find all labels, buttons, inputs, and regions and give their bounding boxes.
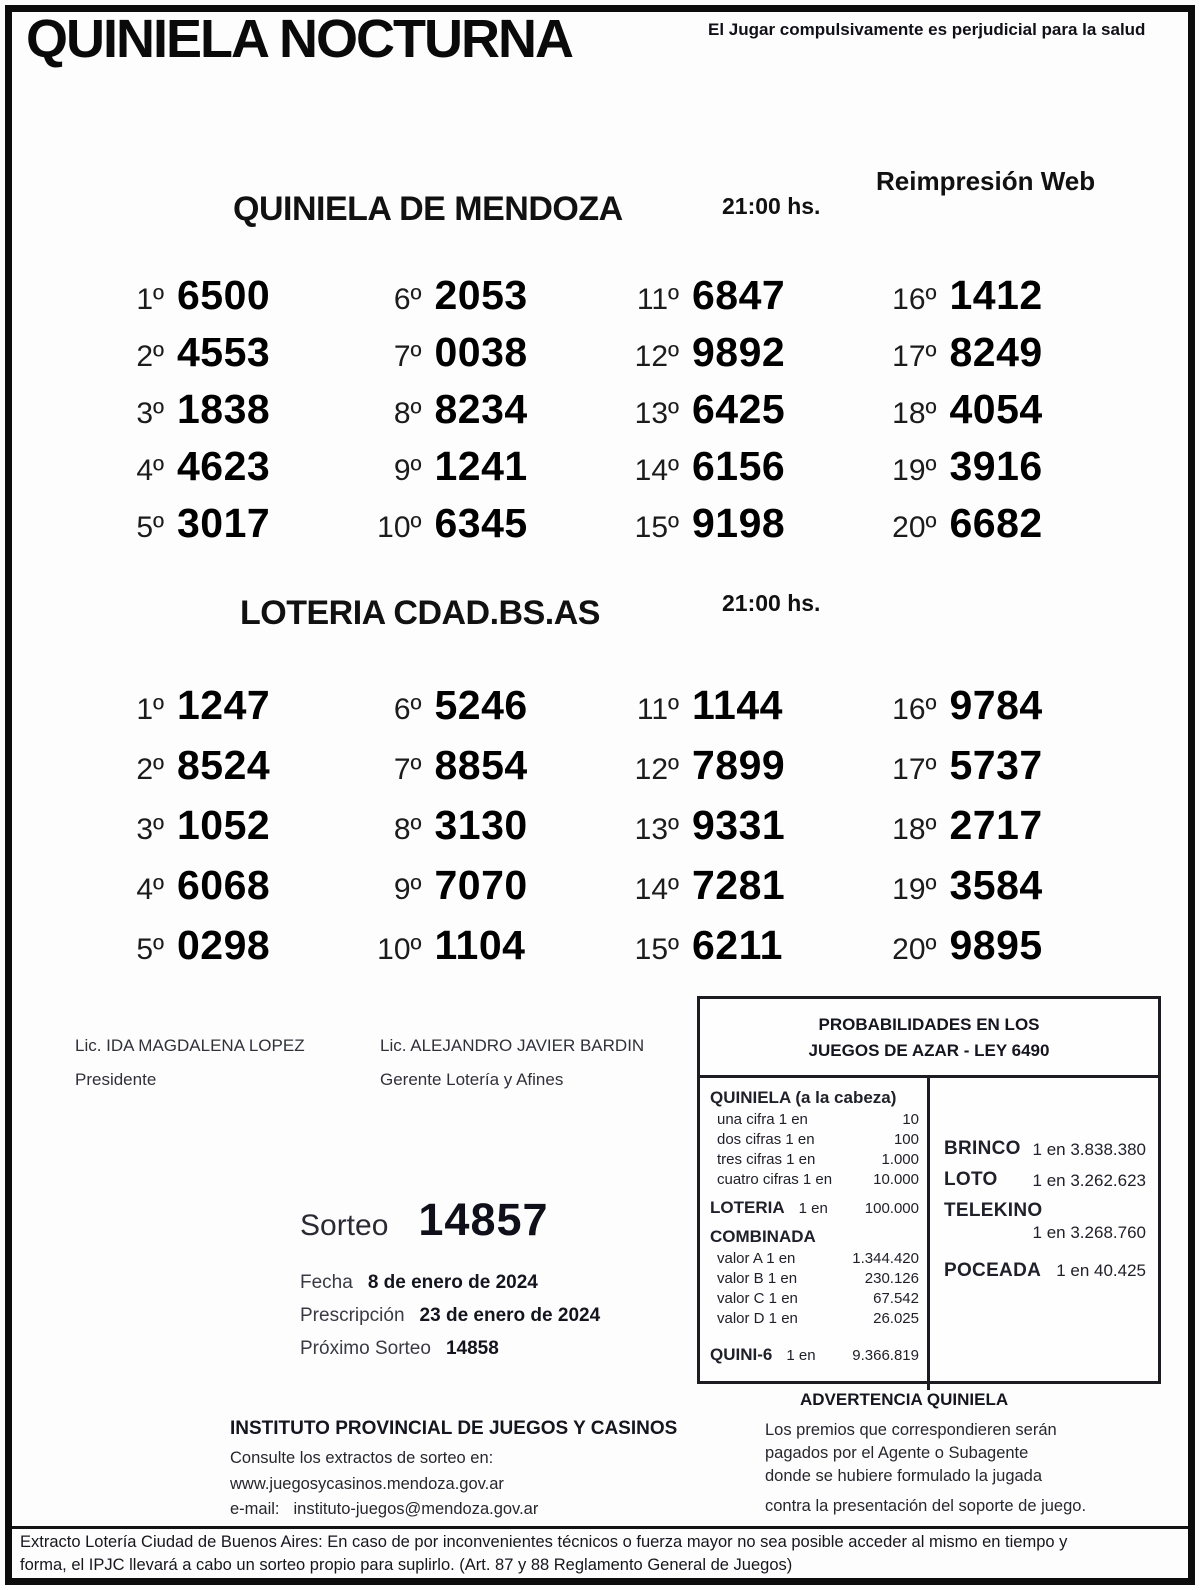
game-odds-poceada [944,1260,1146,1282]
result-cell [326,862,584,922]
result-number: 6345 [434,500,528,546]
result-number: 6500 [177,272,271,318]
draw-time-bsas: 21:00 hs. [722,590,821,616]
result-position: 5º [136,511,164,544]
result-number: 4623 [177,443,271,489]
result-cell [841,742,1099,802]
draw-info-row [300,1266,600,1299]
footer-line-1: Extracto Lotería Ciudad de Buenos Aires: En caso de por inconvenientes técnicos o fuerza mayor no sea posible acceder al mismo en tiempo y [20,1533,1068,1551]
result-position: 14º [634,873,679,906]
email-address: instituto-juegos@mendoza.gov.ar [293,1500,539,1518]
instituto-email-row [230,1497,677,1523]
result-number: 8524 [177,742,271,788]
quini6-odds-row [710,1343,919,1368]
result-number: 3130 [434,802,528,848]
result-position: 5º [136,933,164,966]
odds-label: valor C 1 en [717,1289,798,1307]
result-cell [583,500,841,557]
probabilities-title-line1: PROBABILIDADES EN LOS [818,1015,1040,1034]
draw-number-row [300,1194,549,1246]
result-cell [583,682,841,742]
result-position: 4º [136,454,164,487]
loteria-odds-value: 100.000 [864,1199,919,1217]
probabilities-title [700,999,1158,1078]
odds-label: tres cifras 1 en [717,1150,816,1168]
result-position: 15º [634,933,679,966]
result-cell [68,742,326,802]
result-number: 6682 [949,500,1043,546]
game-odds-value: 1 en 40.425 [1056,1260,1146,1280]
instituto-block [230,1418,677,1523]
result-number: 5246 [434,682,528,728]
result-position: 17º [892,753,937,786]
result-cell [326,443,584,500]
advertencia-line: contra la presentación del soporte de juego. [765,1497,1087,1515]
result-position: 9º [393,873,422,906]
result-number: 1052 [177,802,271,848]
advertencia-block [752,1390,1172,1518]
quiniela-odds-header: QUINIELA (a la cabeza) [710,1087,897,1107]
footer-line-2: forma, el IPJC llevará a cabo un sorteo propio para suplirlo. (Art. 87 y 88 Reglamento General de Juegos) [20,1556,793,1574]
result-number: 6425 [692,386,786,432]
result-number: 8234 [434,386,528,432]
loteria-odds-label: LOTERIA [710,1197,785,1217]
game-name: TELEKINO [944,1199,1043,1221]
quiniela-odds-row [710,1170,919,1190]
result-cell [326,500,584,557]
result-number: 9331 [692,802,786,848]
instituto-name: INSTITUTO PROVINCIAL DE JUEGOS Y CASINOS [230,1418,678,1439]
odds-value: 10 [902,1110,919,1128]
game-odds-value: 1 en 3.838.380 [1032,1139,1146,1159]
draw-title-bsas: LOTERIA CDAD.BS.AS [240,594,600,632]
draw-info-value: 23 de enero de 2024 [419,1305,601,1326]
result-position: 11º [636,283,679,316]
loteria-odds-mid: 1 en [798,1199,828,1217]
result-cell [68,802,326,862]
result-cell [583,922,841,982]
result-position: 10º [377,933,422,966]
odds-value: 26.025 [873,1309,919,1327]
result-cell [583,802,841,862]
result-cell [68,500,326,557]
footer-note [20,1531,1176,1577]
result-position: 8º [393,813,422,846]
result-number: 1104 [434,922,526,968]
odds-label: valor A 1 en [717,1249,796,1267]
draw-time-mendoza: 21:00 hs. [722,193,821,219]
result-cell [841,802,1099,862]
odds-value: 100 [893,1130,919,1148]
combinada-odds-row [710,1309,919,1329]
result-position: 2º [136,340,164,373]
result-number: 7281 [692,862,786,908]
result-number: 6156 [692,443,786,489]
game-odds-brinco [944,1138,1146,1160]
draw-number-label: Sorteo [300,1209,389,1242]
result-position: 14º [634,454,679,487]
probabilities-body [700,1078,1158,1390]
result-number: 8249 [949,329,1043,375]
result-position: 4º [136,873,164,906]
result-number: 1241 [434,443,528,489]
odds-value: 10.000 [873,1170,919,1188]
result-cell [841,386,1099,443]
result-position: 2º [136,753,164,786]
result-position: 16º [892,693,937,726]
combinada-odds-row [710,1269,919,1289]
result-cell [841,682,1099,742]
probabilities-box [697,996,1161,1384]
advertencia-line: Los premios que correspondieren serán [765,1421,1057,1439]
result-cell [68,443,326,500]
odds-value: 1.000 [881,1150,919,1168]
result-position: 13º [634,397,679,430]
result-number: 6068 [177,862,271,908]
result-position: 19º [892,454,937,487]
quiniela-odds-rows [710,1110,919,1190]
result-position: 3º [136,397,164,430]
draw-info-row [300,1299,600,1332]
draw-info-value: 8 de enero de 2024 [367,1272,538,1293]
odds-label: valor D 1 en [717,1309,798,1327]
probabilities-title-line2: JUEGOS DE AZAR - LEY 6490 [808,1041,1050,1061]
result-number: 1247 [177,682,271,728]
draw-info-fields [300,1266,600,1365]
quiniela-odds-row [710,1150,919,1170]
result-position: 8º [393,397,422,430]
result-cell [841,862,1099,922]
result-cell [326,922,584,982]
result-cell [841,443,1099,500]
combinada-odds-row [710,1289,919,1309]
result-cell [326,682,584,742]
health-warning: El Jugar compulsivamente es perjudicial para la salud [708,20,1146,39]
result-cell [841,272,1099,329]
result-position: 11º [636,693,679,726]
signature-role: Presidente [75,1070,157,1089]
result-number: 9892 [692,329,786,375]
result-number: 2053 [434,272,528,318]
result-position: 6º [393,283,422,316]
game-name: LOTO [944,1168,998,1190]
result-number: 9198 [692,500,786,546]
probabilities-left-column [700,1078,930,1390]
odds-label: valor B 1 en [717,1269,798,1287]
result-position: 15º [634,511,679,544]
result-cell [583,742,841,802]
game-odds-value: 1 en 3.268.760 [1032,1222,1146,1242]
game-name: BRINCO [944,1137,1021,1159]
result-position: 20º [892,511,937,544]
odds-value: 67.542 [873,1289,919,1307]
game-name: POCEADA [944,1259,1042,1281]
result-cell [326,386,584,443]
signature-name: Lic. ALEJANDRO JAVIER BARDIN [380,1036,645,1055]
advertencia-title: ADVERTENCIA QUINIELA [800,1390,1009,1409]
result-cell [326,272,584,329]
combinada-odds-row [710,1249,919,1269]
quini6-odds-mid: 1 en [786,1346,816,1364]
result-cell [583,329,841,386]
result-cell [68,272,326,329]
result-position: 7º [393,340,422,373]
quiniela-odds-row [710,1130,919,1150]
result-position: 6º [393,693,422,726]
quini6-odds-label: QUINI-6 [710,1344,773,1364]
result-number: 3584 [949,862,1043,908]
result-number: 5737 [949,742,1043,788]
result-number: 9895 [949,922,1043,968]
result-position: 16º [892,283,937,316]
result-number: 1144 [692,682,783,728]
result-cell [68,862,326,922]
quini6-odds-value: 9.366.819 [852,1346,919,1364]
result-number: 8854 [434,742,528,788]
result-position: 17º [892,340,937,373]
result-number: 9784 [949,682,1043,728]
result-cell [326,329,584,386]
result-cell [841,329,1099,386]
result-position: 1º [136,693,164,726]
email-label: e-mail: [230,1500,280,1518]
result-position: 12º [634,753,679,786]
result-position: 9º [393,454,422,487]
draw-info-row [300,1332,600,1365]
result-number: 1412 [949,272,1043,318]
result-cell [583,386,841,443]
result-number: 4553 [177,329,271,375]
draw-info-label: Fecha [300,1272,353,1293]
result-number: 0298 [177,922,271,968]
odds-value: 230.126 [864,1269,919,1287]
odds-label: cuatro cifras 1 en [717,1170,833,1188]
signature-president [75,1036,305,1090]
result-cell [841,500,1099,557]
probabilities-right-column [930,1078,1158,1390]
result-number: 7899 [692,742,786,788]
result-position: 12º [634,340,679,373]
result-cell [68,922,326,982]
result-number: 2717 [949,802,1043,848]
result-cell [326,742,584,802]
loteria-odds-row [710,1196,919,1221]
result-position: 19º [892,873,937,906]
result-number: 4054 [949,386,1043,432]
result-cell [68,386,326,443]
advertencia-line: pagados por el Agente o Subagente [765,1444,1029,1462]
game-odds-telekino [944,1200,1146,1244]
results-grid-bsas [68,682,1098,982]
result-position: 20º [892,933,937,966]
draw-info-label: Prescripción [300,1305,405,1326]
combinada-odds-rows [710,1249,919,1329]
odds-label: una cifra 1 en [717,1110,808,1128]
game-odds-value: 1 en 3.262.623 [1032,1170,1146,1190]
odds-value: 1.344.420 [852,1249,919,1267]
odds-label: dos cifras 1 en [717,1130,815,1148]
result-number: 1838 [177,386,271,432]
draw-info-value: 14858 [445,1338,499,1359]
signature-manager [380,1036,644,1090]
result-cell [68,329,326,386]
result-position: 13º [634,813,679,846]
instituto-website: www.juegosycasinos.mendoza.gov.ar [230,1474,504,1493]
reprint-web-label: Reimpresión Web [876,166,1096,196]
result-cell [68,682,326,742]
result-position: 10º [377,511,422,544]
quiniela-odds-row [710,1110,919,1130]
combinada-odds-header: COMBINADA [710,1226,816,1246]
result-position: 1º [136,283,164,316]
result-position: 7º [393,753,422,786]
result-cell [583,272,841,329]
result-cell [583,443,841,500]
result-position: 18º [892,397,937,430]
result-cell [583,862,841,922]
result-position: 18º [892,813,937,846]
result-cell [326,802,584,862]
result-number: 6847 [692,272,786,318]
result-position: 3º [136,813,164,846]
signature-name: Lic. IDA MAGDALENA LOPEZ [75,1036,305,1055]
draw-number-value: 14857 [418,1194,549,1245]
signature-role: Gerente Lotería y Afines [380,1070,564,1089]
result-cell [841,922,1099,982]
result-number: 0038 [434,329,528,375]
result-number: 6211 [692,922,783,968]
page-title: QUINIELA NOCTURNA [26,9,572,69]
game-odds-loto [944,1169,1146,1191]
result-number: 7070 [434,862,528,908]
result-number: 3017 [177,500,271,546]
draw-info-label: Próximo Sorteo [300,1338,431,1359]
footer-separator [12,1526,1188,1529]
instituto-consulte-line: Consulte los extractos de sorteo en: [230,1449,494,1467]
advertencia-line: donde se hubiere formulado la jugada [765,1467,1043,1485]
results-grid-mendoza [68,272,1098,557]
result-number: 3916 [949,443,1043,489]
draw-title-mendoza: QUINIELA DE MENDOZA [233,190,623,228]
advertencia-lines [752,1419,1172,1518]
